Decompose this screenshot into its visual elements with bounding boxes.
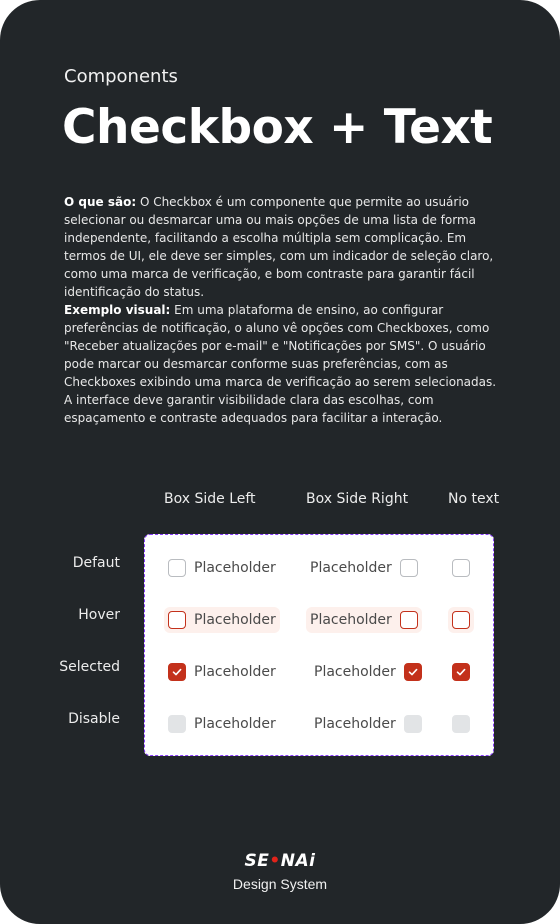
column-header-box-left: Box Side Left <box>164 491 256 507</box>
logo-dot: • <box>269 851 281 871</box>
check-icon <box>171 666 183 678</box>
check-icon <box>455 666 467 678</box>
description-text-what: O Checkbox é um componente que permite ao usuário selecionar ou desmarcar uma ou mais opções de uma lista de forma independente, facilitando a escolha múltipla sem complicação. Em termos de UI, ele deve ser simples, com um indicador de seleção claro, como uma marca de verificação, e bom contraste para garantir fácil identificação do status. <box>64 195 494 299</box>
checkbox-label: Placeholder <box>194 612 276 628</box>
checkbox-box[interactable] <box>452 611 470 629</box>
senai-logo <box>0 851 560 871</box>
checkbox-hover-no-text[interactable] <box>448 607 474 633</box>
description-paragraph-what <box>64 193 500 301</box>
checkbox-box[interactable] <box>400 611 418 629</box>
checkbox-selected-no-text[interactable] <box>448 659 474 685</box>
checkbox-label: Placeholder <box>314 716 396 732</box>
row-header-disable: Disable <box>68 711 120 727</box>
checkbox-hover-right[interactable] <box>306 607 422 633</box>
checkbox-selected-right[interactable] <box>310 659 426 685</box>
checkbox-variants-panel <box>144 534 494 756</box>
checkbox-label: Placeholder <box>194 560 276 576</box>
checkbox-hover-left[interactable] <box>164 607 280 633</box>
checkbox-disabled-no-text <box>448 711 474 737</box>
checkbox-box[interactable] <box>168 611 186 629</box>
column-header-box-right: Box Side Right <box>306 491 409 507</box>
check-icon <box>407 666 419 678</box>
checkbox-box[interactable] <box>452 559 470 577</box>
description-paragraph-example <box>64 301 500 427</box>
row-header-selected: Selected <box>59 659 120 675</box>
checkbox-box[interactable] <box>168 663 186 681</box>
checkbox-label: Placeholder <box>194 664 276 680</box>
checkbox-box[interactable] <box>400 559 418 577</box>
section-kicker: Components <box>64 66 178 87</box>
logo-nai: NAi <box>280 851 316 871</box>
checkbox-default-left[interactable] <box>164 555 280 581</box>
page-title: Checkbox + Text <box>62 100 493 155</box>
description-label-what: O que são: <box>64 195 137 209</box>
checkbox-box <box>404 715 422 733</box>
checkbox-box[interactable] <box>404 663 422 681</box>
checkbox-label: Placeholder <box>314 664 396 680</box>
checkbox-disabled-left <box>164 711 280 737</box>
checkbox-box <box>452 715 470 733</box>
logo-se: SE <box>244 851 270 871</box>
checkbox-disabled-right <box>310 711 426 737</box>
checkbox-box[interactable] <box>168 559 186 577</box>
checkbox-box <box>168 715 186 733</box>
checkbox-label: Placeholder <box>310 612 392 628</box>
checkbox-default-no-text[interactable] <box>448 555 474 581</box>
row-header-default: Defaut <box>72 555 120 571</box>
checkbox-selected-left[interactable] <box>164 659 280 685</box>
description-text-example: Em uma plataforma de ensino, ao configurar preferências de notificação, o aluno vê opções com Checkboxes, como "Receber atualizações por e-mail" e "Notificações por SMS". O usuário pode marcar ou desmarcar conforme suas preferências, com as Checkboxes exibindo uma marca de verificação ao serem selecionadas. A interface deve garantir visibilidade clara das escolhas, com espaçamento e contraste adequados para facilitar a interação. <box>64 303 497 425</box>
checkbox-default-right[interactable] <box>306 555 422 581</box>
column-header-no-text: No text <box>448 491 500 507</box>
checkbox-label: Placeholder <box>194 716 276 732</box>
description-label-example: Exemplo visual: <box>64 303 171 317</box>
design-system-caption: Design System <box>232 876 328 892</box>
checkbox-box[interactable] <box>452 663 470 681</box>
checkbox-label: Placeholder <box>310 560 392 576</box>
row-header-hover: Hover <box>78 607 120 623</box>
